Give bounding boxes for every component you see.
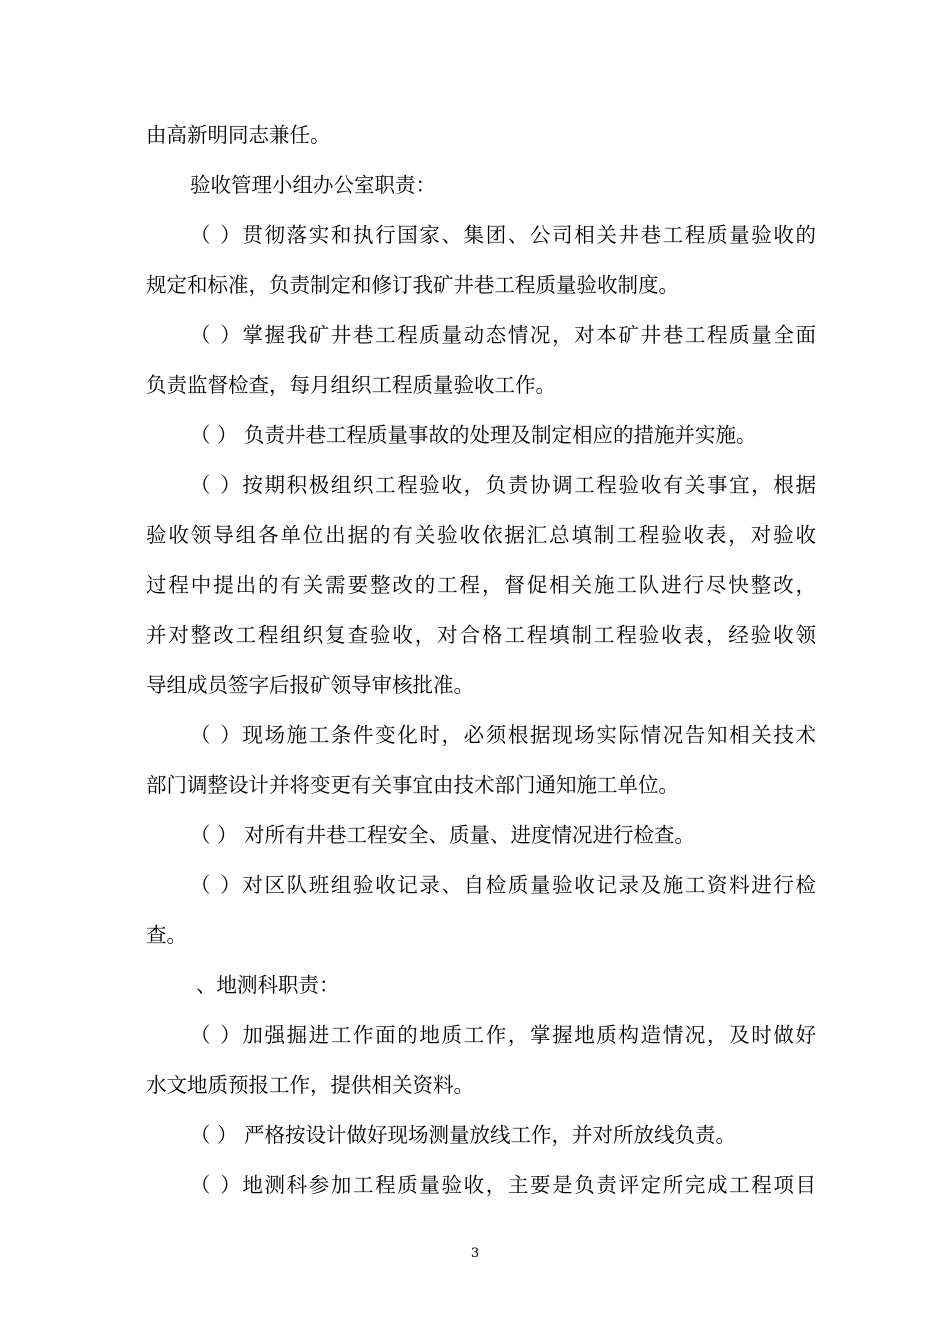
text-line: 并对整改工程组织复查验收，对合格工程填制工程验收表，经验收领 [146, 623, 816, 647]
text-line: 导组成员签字后报矿领导审核批准。 [146, 673, 474, 697]
text-line: 负责监督检查，每月组织工程质量验收工作。 [146, 373, 556, 397]
text-line: （ ）按期积极组织工程验收，负责协调工程验收有关事宜，根据 [190, 473, 816, 497]
page-number: 3 [470, 1246, 480, 1261]
text-line: 验收领导组各单位出据的有关验收依据汇总填制工程验收表，对验收 [146, 523, 816, 547]
text-line: （ ）加强掘进工作面的地质工作，掌握地质构造情况，及时做好 [190, 1023, 816, 1047]
text-line: （ ） 对所有井巷工程安全、质量、进度情况进行检查。 [190, 823, 696, 847]
text-line: （ ） 负责井巷工程质量事故的处理及制定相应的措施并实施。 [190, 423, 757, 447]
text-line: （ ）现场施工条件变化时，必须根据现场实际情况告知相关技术 [190, 723, 816, 747]
text-line: （ ）贯彻落实和执行国家、集团、公司相关井巷工程质量验收的 [190, 223, 816, 247]
text-line: 部门调整设计并将变更有关事宜由技术部门通知施工单位。 [146, 773, 679, 797]
text-line: 水文地质预报工作，提供相关资料。 [146, 1073, 474, 1097]
text-line: （ ） 严格按设计做好现场测量放线工作，并对所放线负责。 [190, 1123, 737, 1147]
text-line: 由高新明同志兼任。 [146, 123, 331, 147]
text-line: 查。 [146, 923, 187, 947]
text-line: 规定和标准，负责制定和修订我矿井巷工程质量验收制度。 [146, 273, 679, 297]
text-line: （ ）对区队班组验收记录、自检质量验收记录及施工资料进行检 [190, 873, 816, 897]
text-line: 过程中提出的有关需要整改的工程，督促相关施工队进行尽快整改， [146, 573, 816, 597]
text-line: （ ）掌握我矿井巷工程质量动态情况，对本矿井巷工程质量全面 [190, 323, 816, 347]
text-line: （ ）地测科参加工程质量验收，主要是负责评定所完成工程项目 [190, 1173, 816, 1197]
section-heading: 、地测科职责： [196, 973, 340, 997]
section-heading: 验收管理小组办公室职责： [190, 173, 436, 197]
